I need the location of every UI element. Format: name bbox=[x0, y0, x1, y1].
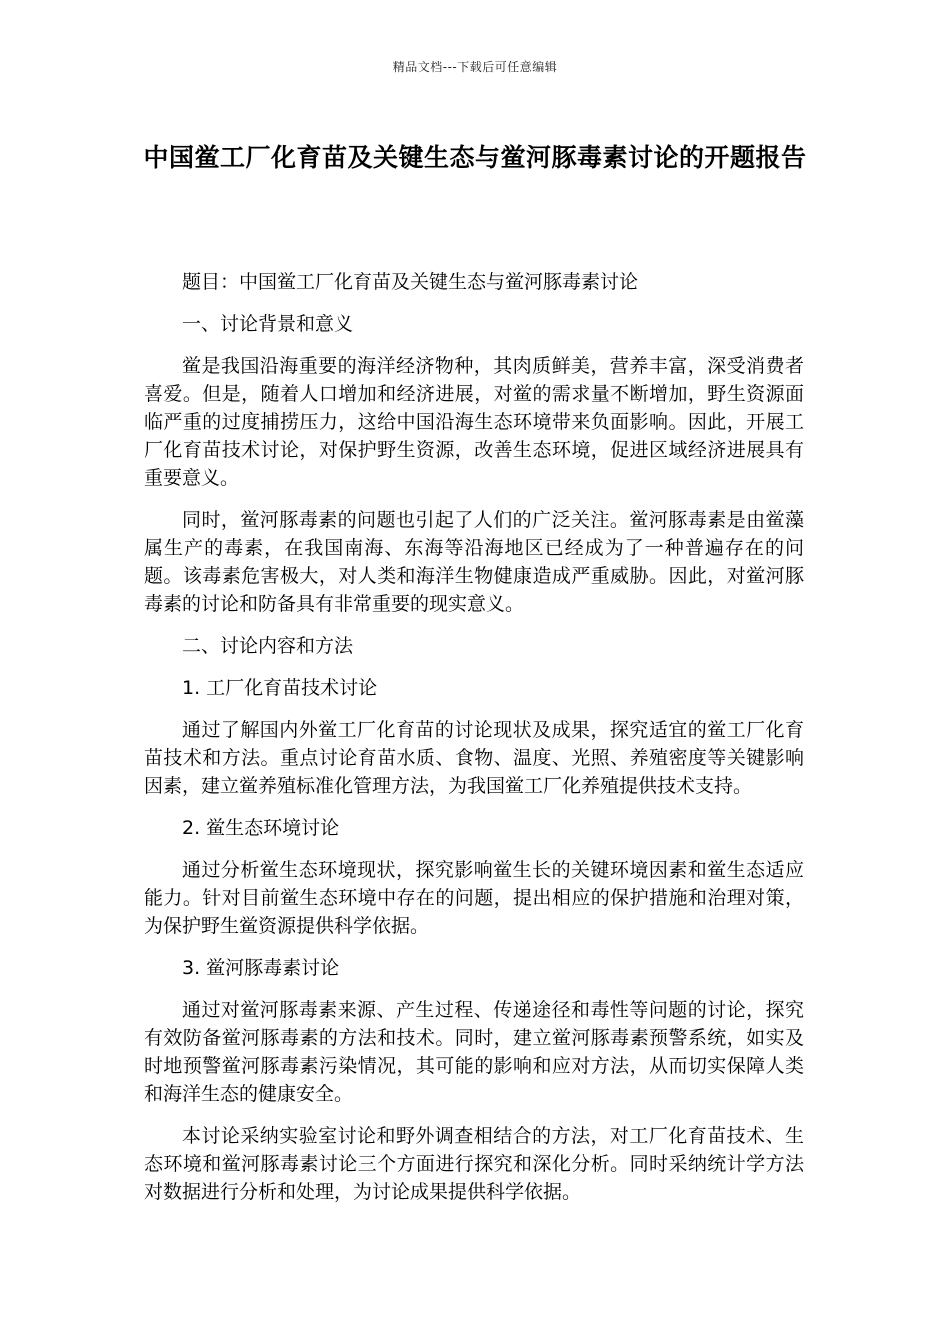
item-text-toxin: 通过对鲎河豚毒素来源、产生过程、传递途径和毒性等问题的讨论，探究有效防备鲎河豚毒素的方法和技术。同时，建立鲎河豚毒素预警系统，如实及时地预警鲎河豚毒素污染情况，其可能的影响和应对方法，从而切实保障人类和海洋生态的健康安全。 bbox=[144, 999, 804, 1105]
item-text-ecology: 通过分析鲎生态环境现状，探究影响鲎生长的关键环境因素和鲎生态适应能力。针对目前鲎生态环境中存在的问题，提出相应的保护措施和治理对策，为保护野生鲎资源提供科学依据。 bbox=[144, 859, 804, 937]
methods-paragraph: 本讨论采纳实验室讨论和野外调查相结合的方法，对工厂化育苗技术、生态环境和鲎河豚毒素讨论三个方面进行探究和深化分析。同时采纳统计学方法对数据进行分析和处理，为讨论成果提供科学依据。 bbox=[144, 1125, 804, 1203]
section-heading-content-methods: 二、讨论内容和方法 bbox=[182, 635, 354, 657]
document-title: 中国鲎工厂化育苗及关键生态与鲎河豚毒素讨论的开题报告 bbox=[143, 143, 807, 172]
item-text-breeding: 通过了解国内外鲎工厂化育苗的讨论现状及成果，探究适宜的鲎工厂化育苗技术和方法。重点讨论育苗水质、食物、温度、光照、养殖密度等关键影响因素，建立鲎养殖标准化管理方法，为我国鲎工厂化养殖提供技术支持。 bbox=[144, 719, 804, 797]
background-paragraph: 鲎是我国沿海重要的海洋经济物种，其肉质鲜美，营养丰富，深受消费者喜爱。但是，随着人口增加和经济进展，对鲎的需求量不断增加，野生资源面临严重的过度捕捞压力，这给中国沿海生态环境带来负面影响。因此，开展工厂化育苗技术讨论，对保护野生资源，改善生态环境，促进区域经济进展具有重要意义。 bbox=[144, 355, 804, 489]
item-heading-toxin: 3. 鲎河豚毒素讨论 bbox=[182, 957, 340, 979]
section-heading-background: 一、讨论背景和意义 bbox=[182, 313, 354, 335]
header-note: 精品文档---下载后可任意编辑 bbox=[392, 60, 558, 74]
toxin-background-paragraph: 同时，鲎河豚毒素的问题也引起了人们的广泛关注。鲎河豚毒素是由鲎藻属生产的毒素，在我国南海、东海等沿海地区已经成为了一种普遍存在的问题。该毒素危害极大，对人类和海洋生物健康造成严重威胁。因此，对鲎河豚毒素的讨论和防备具有非常重要的现实意义。 bbox=[144, 509, 804, 615]
document-body bbox=[144, 268, 804, 1206]
item-heading-breeding: 1. 工厂化育苗技术讨论 bbox=[182, 677, 378, 699]
item-heading-ecology: 2. 鲎生态环境讨论 bbox=[182, 817, 340, 839]
subject-line: 题目：中国鲎工厂化育苗及关键生态与鲎河豚毒素讨论 bbox=[182, 271, 639, 293]
